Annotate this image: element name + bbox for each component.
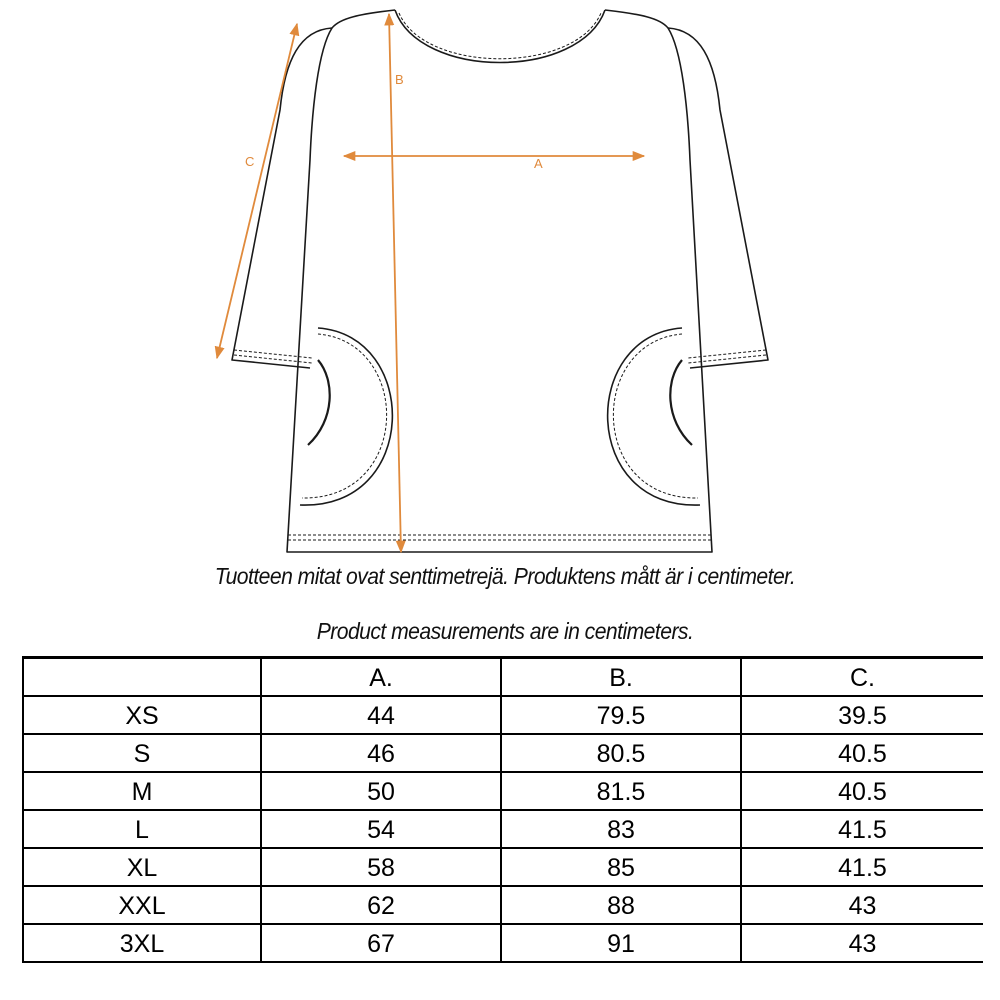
cell-b: 81.5 (501, 772, 741, 810)
right-cuff-stitch (688, 350, 766, 358)
table-row (23, 696, 983, 734)
measurement-arrows (217, 14, 644, 552)
cell-c: 43 (741, 924, 983, 962)
measurement-note-en: Product measurements are in centimeters. (316, 618, 694, 644)
header-c: C. (741, 658, 983, 697)
table-row (23, 810, 983, 848)
cell-c: 40.5 (741, 772, 983, 810)
right-pocket (608, 328, 700, 505)
header-a: A. (261, 658, 501, 697)
arrow-c-sleeve-length (217, 24, 297, 358)
cell-b: 91 (501, 924, 741, 962)
cell-a: 50 (261, 772, 501, 810)
cell-b: 83 (501, 810, 741, 848)
measurement-note-fi-sv: Tuotteen mitat ovat senttimetrejä. Produktens mått är i centimeter. (214, 563, 796, 589)
table-row (23, 886, 983, 924)
cell-b: 85 (501, 848, 741, 886)
cell-c: 41.5 (741, 810, 983, 848)
cell-size: 3XL (23, 924, 261, 962)
label-b: B (395, 72, 404, 87)
cell-a: 54 (261, 810, 501, 848)
label-c: C (245, 154, 255, 169)
garment-body (287, 10, 712, 552)
cell-b: 88 (501, 886, 741, 924)
arrow-b-length (389, 14, 401, 552)
cell-c: 39.5 (741, 696, 983, 734)
table-header-row (23, 658, 983, 697)
collar-stitch (399, 13, 601, 59)
left-pocket-opening (308, 360, 330, 445)
label-a: A (534, 156, 543, 171)
cell-c: 43 (741, 886, 983, 924)
cell-a: 46 (261, 734, 501, 772)
cell-c: 41.5 (741, 848, 983, 886)
table-row (23, 848, 983, 886)
cell-a: 44 (261, 696, 501, 734)
left-pocket (300, 328, 392, 505)
header-b: B. (501, 658, 741, 697)
right-pocket-opening (670, 360, 692, 445)
cell-size: L (23, 810, 261, 848)
table-row (23, 734, 983, 772)
garment-outline (232, 10, 768, 552)
cell-b: 79.5 (501, 696, 741, 734)
collar (395, 10, 605, 63)
cell-size: M (23, 772, 261, 810)
cell-b: 80.5 (501, 734, 741, 772)
cell-size: XL (23, 848, 261, 886)
cell-a: 67 (261, 924, 501, 962)
table-row (23, 772, 983, 810)
header-size (23, 658, 261, 697)
cell-c: 40.5 (741, 734, 983, 772)
size-chart-table (22, 656, 983, 963)
cell-size: XS (23, 696, 261, 734)
table-row (23, 924, 983, 962)
left-cuff-stitch (234, 350, 312, 358)
cell-a: 62 (261, 886, 501, 924)
cell-size: S (23, 734, 261, 772)
cell-size: XXL (23, 886, 261, 924)
cell-a: 58 (261, 848, 501, 886)
